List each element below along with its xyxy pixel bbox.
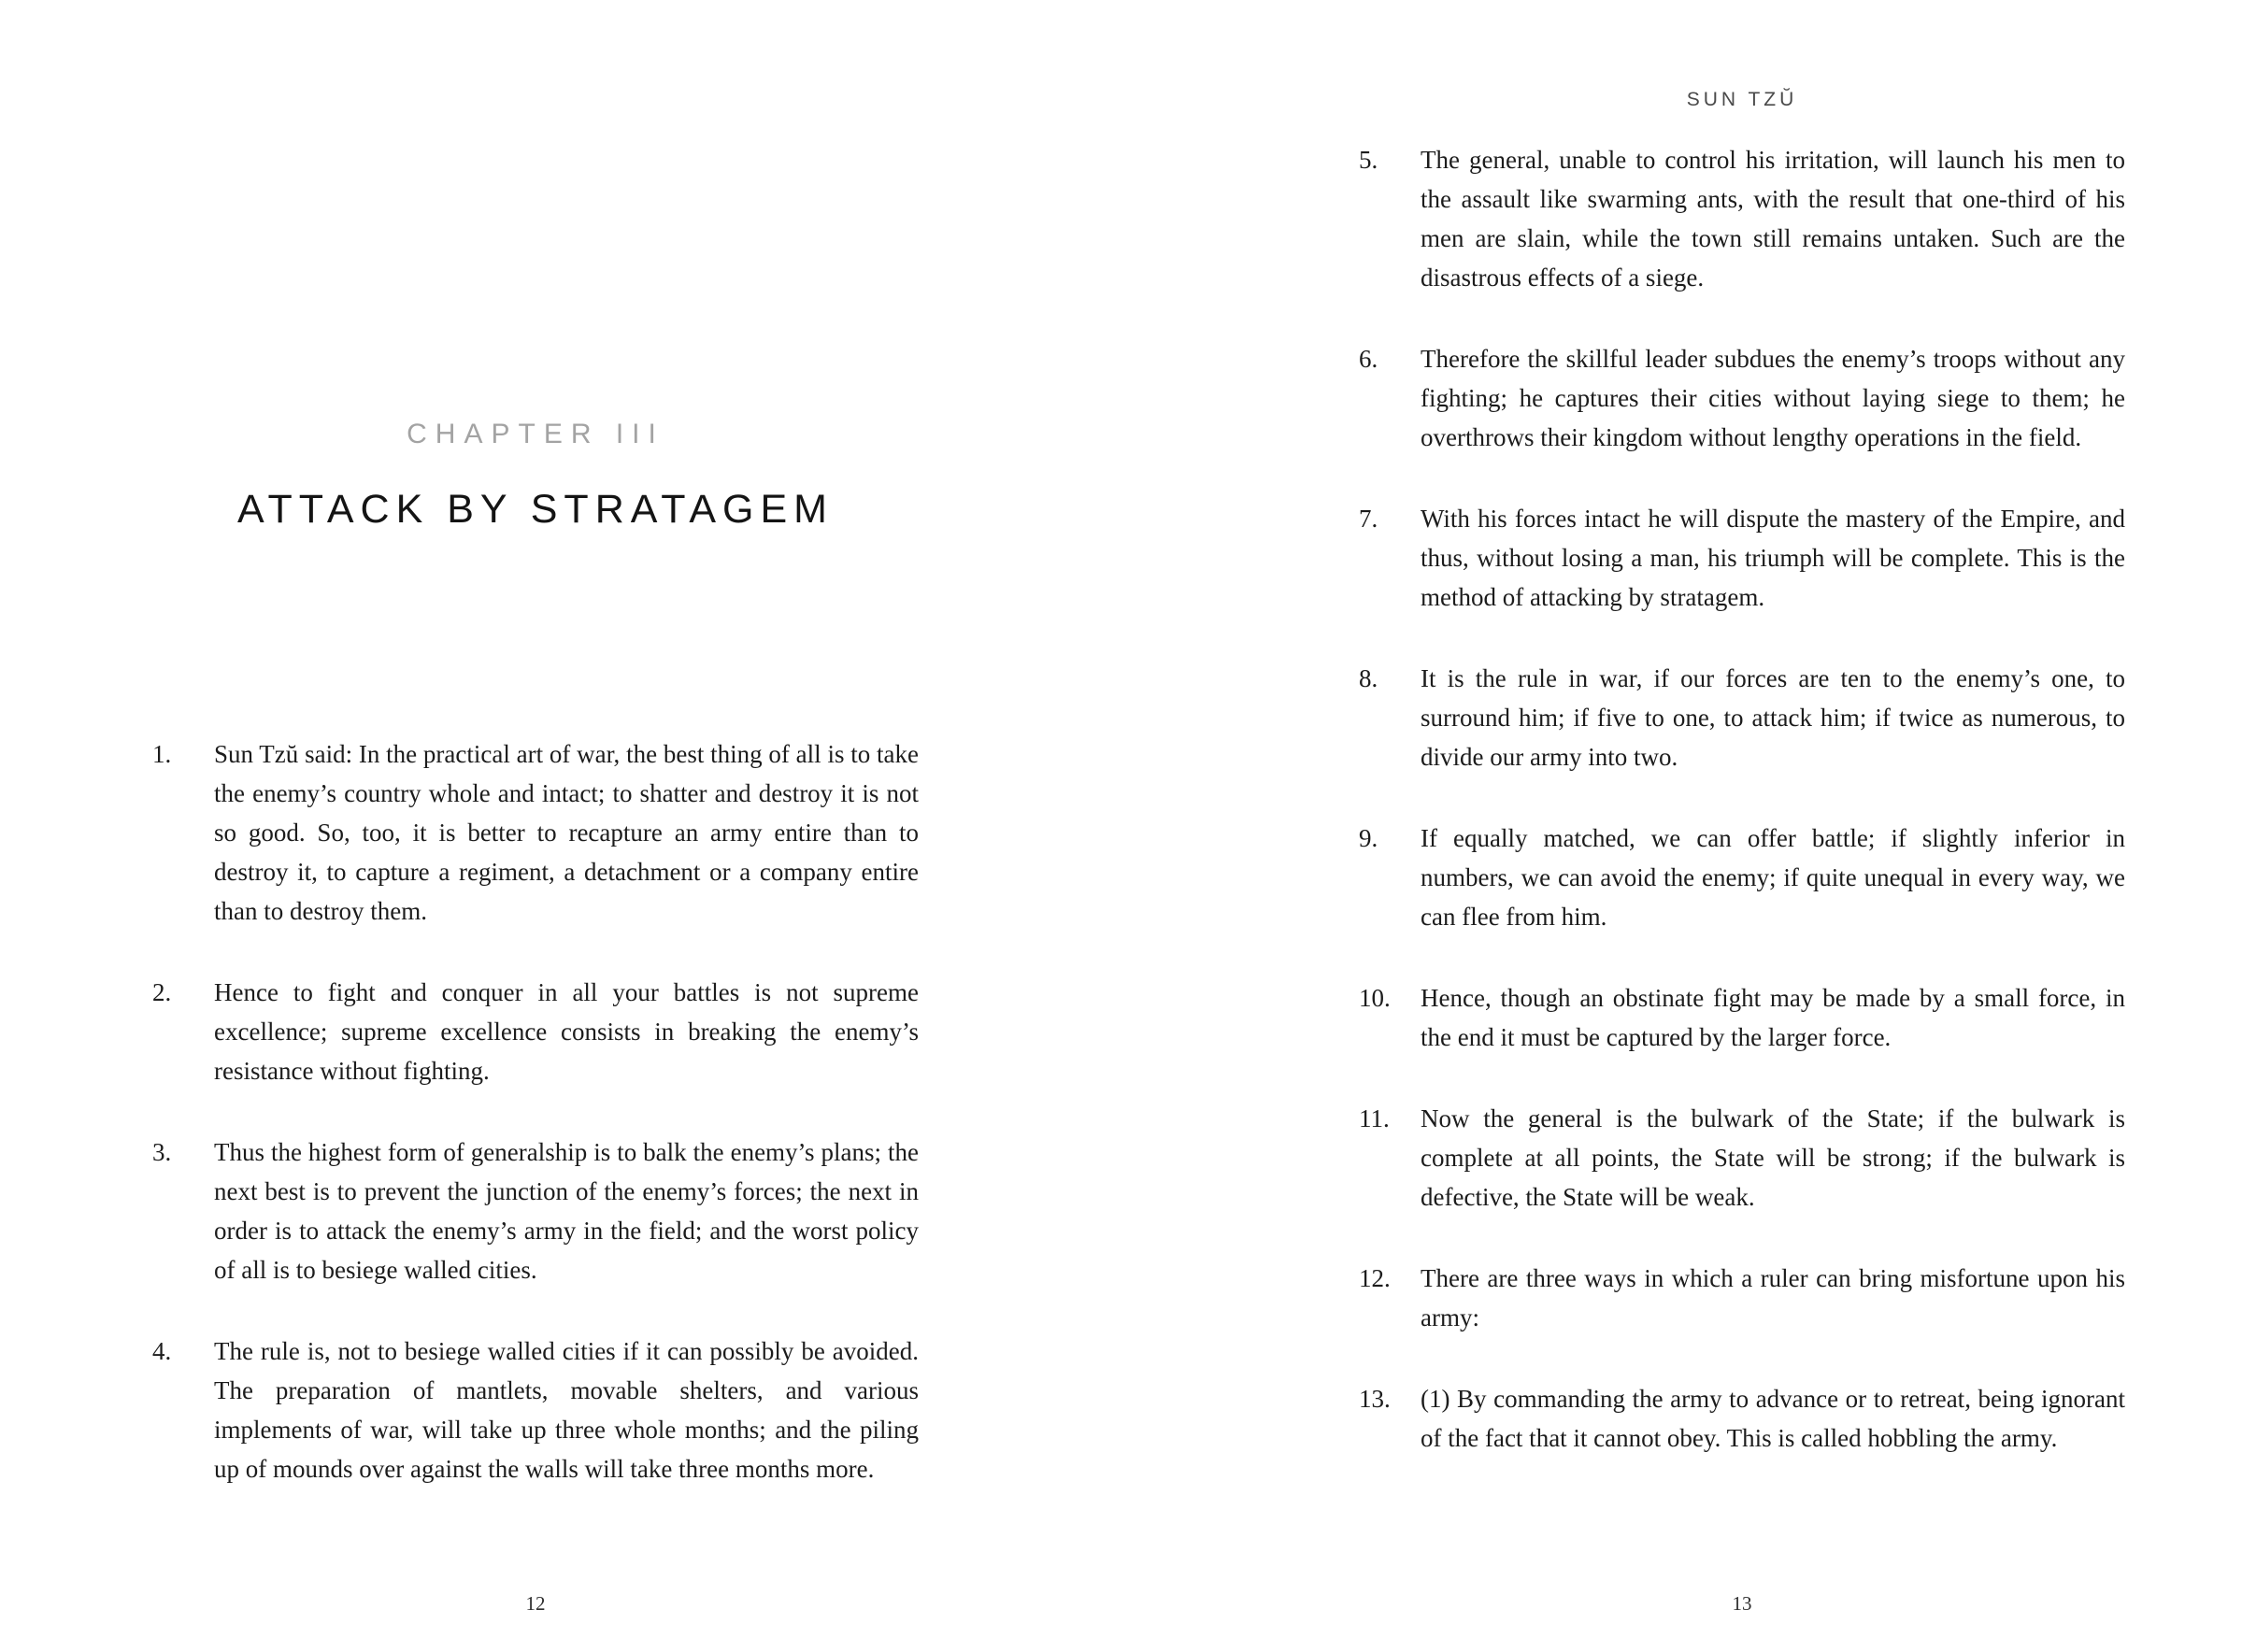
paragraph-item (152, 973, 919, 1090)
paragraph-item (1359, 1379, 2125, 1458)
paragraph-item (1359, 140, 2125, 297)
paragraph-text: Now the general is the bulwark of the State; if the bulwark is complete at all points, the State will be strong; if the bulwark is defective, the State will be weak. (1421, 1104, 2125, 1211)
paragraph-number: 13. (1359, 1385, 1391, 1413)
paragraph-item (1359, 499, 2125, 617)
paragraph-item (1359, 819, 2125, 936)
chapter-title: ATTACK BY STRATAGEM (237, 487, 834, 532)
paragraph-text: With his forces intact he will dispute the mastery of the Empire, and thus, without losing a man, his triumph will be complete. This is the method of attacking by stratagem. (1421, 505, 2125, 611)
paragraph-text: It is the rule in war, if our forces are ten to the enemy’s one, to surround him; if five to one, to attack him; if twice as numerous, to divide our army into two. (1421, 664, 2125, 771)
chapter-label: CHAPTER III (407, 419, 664, 449)
right-page-paragraphs (1359, 140, 2125, 1500)
paragraph-text: If equally matched, we can offer battle; if slightly inferior in numbers, we can avoid the enemy; if quite unequal in every way, we can flee from him. (1421, 824, 2125, 931)
page-number-left: 12 (525, 1592, 546, 1615)
paragraph-text: Thus the highest form of generalship is to balk the enemy’s plans; the next best is to prevent the junction of the enemy’s forces; the next in order is to attack the enemy’s army in the field; and the worst policy of all is to besiege walled cities. (214, 1138, 919, 1284)
paragraph-item (152, 1332, 919, 1488)
paragraph-item (152, 1132, 919, 1289)
paragraph-item (1359, 978, 2125, 1057)
paragraph-number: 4. (152, 1337, 172, 1365)
paragraph-text: Hence, though an obstinate fight may be made by a small force, in the end it must be captured by the larger force. (1421, 984, 2125, 1051)
paragraph-number: 7. (1359, 505, 1378, 533)
paragraph-number: 3. (152, 1138, 172, 1166)
paragraph-number: 1. (152, 740, 172, 768)
paragraph-item (1359, 339, 2125, 457)
paragraph-number: 10. (1359, 984, 1391, 1012)
paragraph-text: There are three ways in which a ruler can bring misfortune upon his army: (1421, 1264, 2125, 1332)
paragraph-number: 11. (1359, 1104, 1390, 1132)
paragraph-number: 2. (152, 978, 172, 1006)
paragraph-item (1359, 659, 2125, 776)
paragraph-item (1359, 1099, 2125, 1217)
paragraph-text: Therefore the skillful leader subdues the enemy’s troops without any fighting; he captures their cities without laying siege to them; he overthrows their kingdom without lengthy operations in the field. (1421, 345, 2125, 451)
left-page-paragraphs (152, 734, 919, 1531)
paragraph-text: The rule is, not to besiege walled cities if it can possibly be avoided. The preparation of mantlets, movable shelters, and various implements of war, will take up three whole months; and the piling up of mounds over against the walls will take three months more. (214, 1337, 919, 1483)
paragraph-text: Hence to fight and conquer in all your battles is not supreme excellence; supreme excellence consists in breaking the enemy’s resistance without fighting. (214, 978, 919, 1085)
running-header: SUN TZŬ (1686, 89, 1798, 110)
paragraph-text: (1) By commanding the army to advance or to retreat, being ignorant of the fact that it cannot obey. This is called hobbling the army. (1421, 1385, 2125, 1452)
paragraph-number: 8. (1359, 664, 1378, 692)
paragraph-item (152, 734, 919, 931)
page-number-right: 13 (1732, 1592, 1752, 1615)
paragraph-number: 9. (1359, 824, 1378, 852)
paragraph-number: 5. (1359, 146, 1378, 174)
paragraph-number: 6. (1359, 345, 1378, 373)
paragraph-text: Sun Tzŭ said: In the practical art of war, the best thing of all is to take the enemy’s country whole and intact; to shatter and destroy it is not so good. So, too, it is better to recapture an army entire than to destroy it, to capture a regiment, a detachment or a company entire than to destroy them. (214, 740, 919, 925)
paragraph-text: The general, unable to control his irritation, will launch his men to the assault like swarming ants, with the result that one-third of his men are slain, while the town still remains untaken. Such are the disastrous effects of a siege. (1421, 146, 2125, 292)
paragraph-item (1359, 1259, 2125, 1337)
paragraph-number: 12. (1359, 1264, 1391, 1292)
